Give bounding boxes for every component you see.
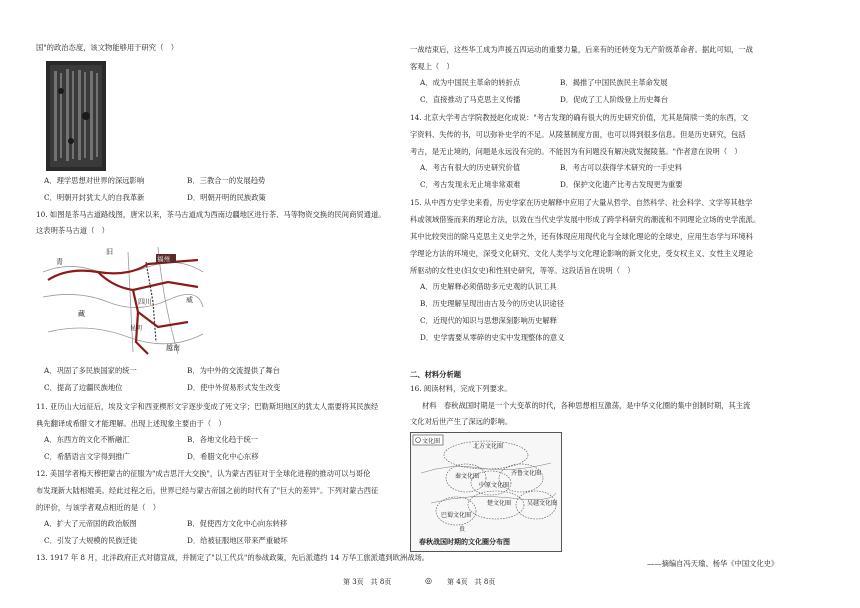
q12-stem-line2: 布发现新大陆相媲美。经此过程之后，世界已经与蒙古帝国之前的时代有了"巨大的差异"。下列对蒙古西征 (36, 486, 379, 495)
q12-option-d[interactable]: D．给被征服地区带来严重破坏 (187, 536, 288, 545)
map-caption: 春秋战国时期的文化圈分布图 (419, 537, 510, 546)
q15-stem-line4: 学理论方法的环境史，深受文化研究、文化人类学与文化理论影响的新文化史，受女权主义、女性主义理论 (410, 249, 753, 258)
q14-option-a[interactable]: A．考古有很大的历史研究价值 (420, 163, 521, 172)
q12-stem-line3: 的评价，与该学者观点相近的是（ ） (36, 503, 161, 512)
q10-option-b[interactable]: B．为中外的交流提供了舞台 (187, 366, 280, 375)
q14-option-d[interactable]: D．保护文化遗产比考古发现更为重要 (560, 180, 683, 189)
q15-option-c[interactable]: C．近现代的知识与思想深刻影响历史解释 (420, 316, 557, 325)
q10-option-a[interactable]: A．巩固了多民族国家的统一 (44, 366, 137, 375)
material-line2: 文化对后世产生了深远的影响。 (410, 417, 513, 426)
q15-stem-line3: 其中比较突出的除马克思主义史学之外，还有体现应用现代化与全球化理论的全球史，应用生态学与环境科 (410, 232, 753, 241)
q10-option-d[interactable]: D．使中外贸易形式发生改变 (187, 383, 281, 392)
q13-option-b[interactable]: B．揭推了中国民族民主革命发展 (560, 78, 668, 87)
map-label-jiu: 旧 (106, 248, 113, 256)
q13-stem-line1: 13. 1917 年 8 月，北洋政府正式对德宣战，并制定了"以工代兵"的参战政策，先后派遣约 14 万华工旅派遣到欧洲战场。 (36, 553, 430, 562)
q11-stem-line2: 典先翻译成希腊文才能理解。出现上述现象主要由于（ ） (36, 419, 226, 428)
q15-stem-line5: 所驱动的女性史(妇女史)和性别史研究，等等。这段话旨在说明（ ） (410, 266, 635, 275)
q14-stem-line2: 字资料、失传的书，可以弥补史学的不足。从陵墓制度方面，也可以得到很多信息。但是历史研究，包括 (410, 130, 746, 139)
q14-option-b[interactable]: B．考古可以获得学术研究的一手史料 (560, 163, 683, 172)
map-label-zhongyuan: 中原文化圈 (479, 482, 510, 489)
map-label-qinghai: 青 (56, 258, 63, 266)
q15-stem-line2: 科或领域借鉴而来的理论方法，以致在当代史学发展中形成了跨学科研究的潮流和不同理论立场的史学流派。 (410, 215, 761, 224)
q12-stem-line1: 12. 美国学者梅天穆把蒙古的征服为"成吉思汗大交换"，认为蒙古西征对于全球化进程的推动可以与哥伦 (36, 469, 371, 478)
map-label-yunnan: 越南 (166, 344, 180, 352)
material-line1: 材料 春秋战国时期是一个大变革的时代，各种思想相互激荡，是中华文化圈的集中创制时期，其主流 (422, 401, 751, 410)
q13-option-d[interactable]: D．促成了工人阶级登上历史舞台 (560, 95, 669, 104)
q12-option-c[interactable]: C．引发了大规模的民族迁徙 (44, 536, 138, 545)
q12-option-a[interactable]: A．扩大了元帝国的政治版图 (44, 519, 137, 528)
stele-rubbing-image (46, 61, 106, 171)
left-page-number: 第 3页 共 8页 (343, 578, 392, 586)
map-label-qin: 秦文化圈 (455, 473, 480, 480)
tea-horse-road-map (38, 242, 208, 360)
q9-option-d[interactable]: D．明朝开明的民族政策 (187, 193, 266, 202)
q11-option-d[interactable]: D．希腊文化中心东移 (187, 452, 259, 461)
q9-stem-tail: 国"的政治态度，该文物能够用于研究（ ） (36, 43, 178, 52)
q14-stem-line3: 考古，是无止境的，问题是永远没有完的。不能因为有问题没有解决就发掘陵墓。"作者意在说明（ ） (410, 147, 742, 156)
q13-stem-line3: 客观上（ ） (410, 62, 454, 71)
q9-option-c[interactable]: C．明朝开封犹太人的自我革新 (44, 193, 145, 202)
q9-option-b[interactable]: B．三教合一的发展趋势 (187, 176, 266, 185)
q11-option-b[interactable]: B．各地文化趋于统一 (187, 435, 259, 444)
q10-stem-line2: 这表明茶马古道（ ） (36, 226, 109, 235)
map-legend-label: 文化圈 (422, 438, 441, 445)
q14-option-c[interactable]: C．考古发现永无止境非常艰难 (420, 180, 521, 189)
map-label-north: 北方文化圈 (473, 443, 504, 450)
map-label-wu: 吴越文化圈 (527, 500, 558, 507)
map-label-chu: 楚文化圈 (487, 500, 512, 507)
q10-option-c[interactable]: C．提高了边疆民族地位 (44, 383, 123, 392)
q14-stem-line1: 14. 北京大学考古学院教授赵化成说："考古发现的确有很大的历史研究价值，尤其是简牍一类的东西，文 (410, 113, 749, 122)
q11-option-a[interactable]: A．东西方的文化不断融汇 (44, 435, 130, 444)
section-title: 二、材料分析题 (410, 370, 462, 379)
map-label-gui: 贵 (459, 526, 466, 533)
q13-stem-line2: 一战结束后，这些华工成为声援五四运动的重要力量，后来有的还转变为无产阶级革命者。据此可知，一战 (410, 45, 753, 54)
cultural-circle-map (410, 432, 562, 552)
q9-option-a[interactable]: A．理学思想对世界的深远影响 (44, 176, 145, 185)
q12-option-b[interactable]: B．促使西方文化中心向东转移 (187, 519, 288, 528)
right-page-number: 第 4页 共 8页 (447, 578, 496, 586)
map-label-fuzhou: 福州 (157, 255, 170, 263)
map-label-wei: 威 (186, 296, 193, 304)
center-divider-symbol: ◎ (425, 576, 432, 585)
q13-option-c[interactable]: C．直接推动了马克思主义传播 (420, 95, 521, 104)
q15-option-b[interactable]: B．历史理解呈现出由古及今的历史认识途径 (420, 299, 565, 308)
q11-stem-line1: 11. 亚历山大远征后，埃及文字和西亚楔形文字逐步变成了死文字；巴勒斯坦地区的犹太人需要将其民族经 (36, 402, 379, 411)
q13-option-a[interactable]: A．成为中国民主革命的转折点 (420, 78, 521, 87)
map-label-tibet: 藏 (78, 310, 85, 318)
map-label-qi: 齐鲁文化圈 (511, 470, 542, 477)
material-source: ——摘编自冯天瑜、杨华《中国文化史》 (647, 559, 779, 568)
q15-option-a[interactable]: A．历史解释必须借助多元史观的认识工具 (420, 282, 557, 291)
map-label-kunming: 昆明 (130, 325, 143, 332)
map-label-ba: 巴蜀文化圈 (441, 512, 472, 519)
map-label-sichuan: 四川 (138, 298, 152, 306)
q16-stem: 16. 阅读材料，完成下列要求。 (410, 384, 512, 393)
q15-option-d[interactable]: D．史学需要从零碎的史实中发现整体的意义 (420, 333, 565, 342)
right-page (410, 0, 860, 608)
q11-option-c[interactable]: C．希腊语言文字得到推广 (44, 452, 130, 461)
q10-stem-line1: 10. 如图是茶马古道路线图，唐宋以来，茶马古道成为西南边疆地区进行茶、马等物资交换的民间商贸通道。 (36, 210, 386, 219)
q15-stem-line1: 15. 从中西方史学史来看，历史学家在历史解释中应用了大量从哲学、自然科学、社会科学、文学等其他学 (410, 198, 753, 207)
